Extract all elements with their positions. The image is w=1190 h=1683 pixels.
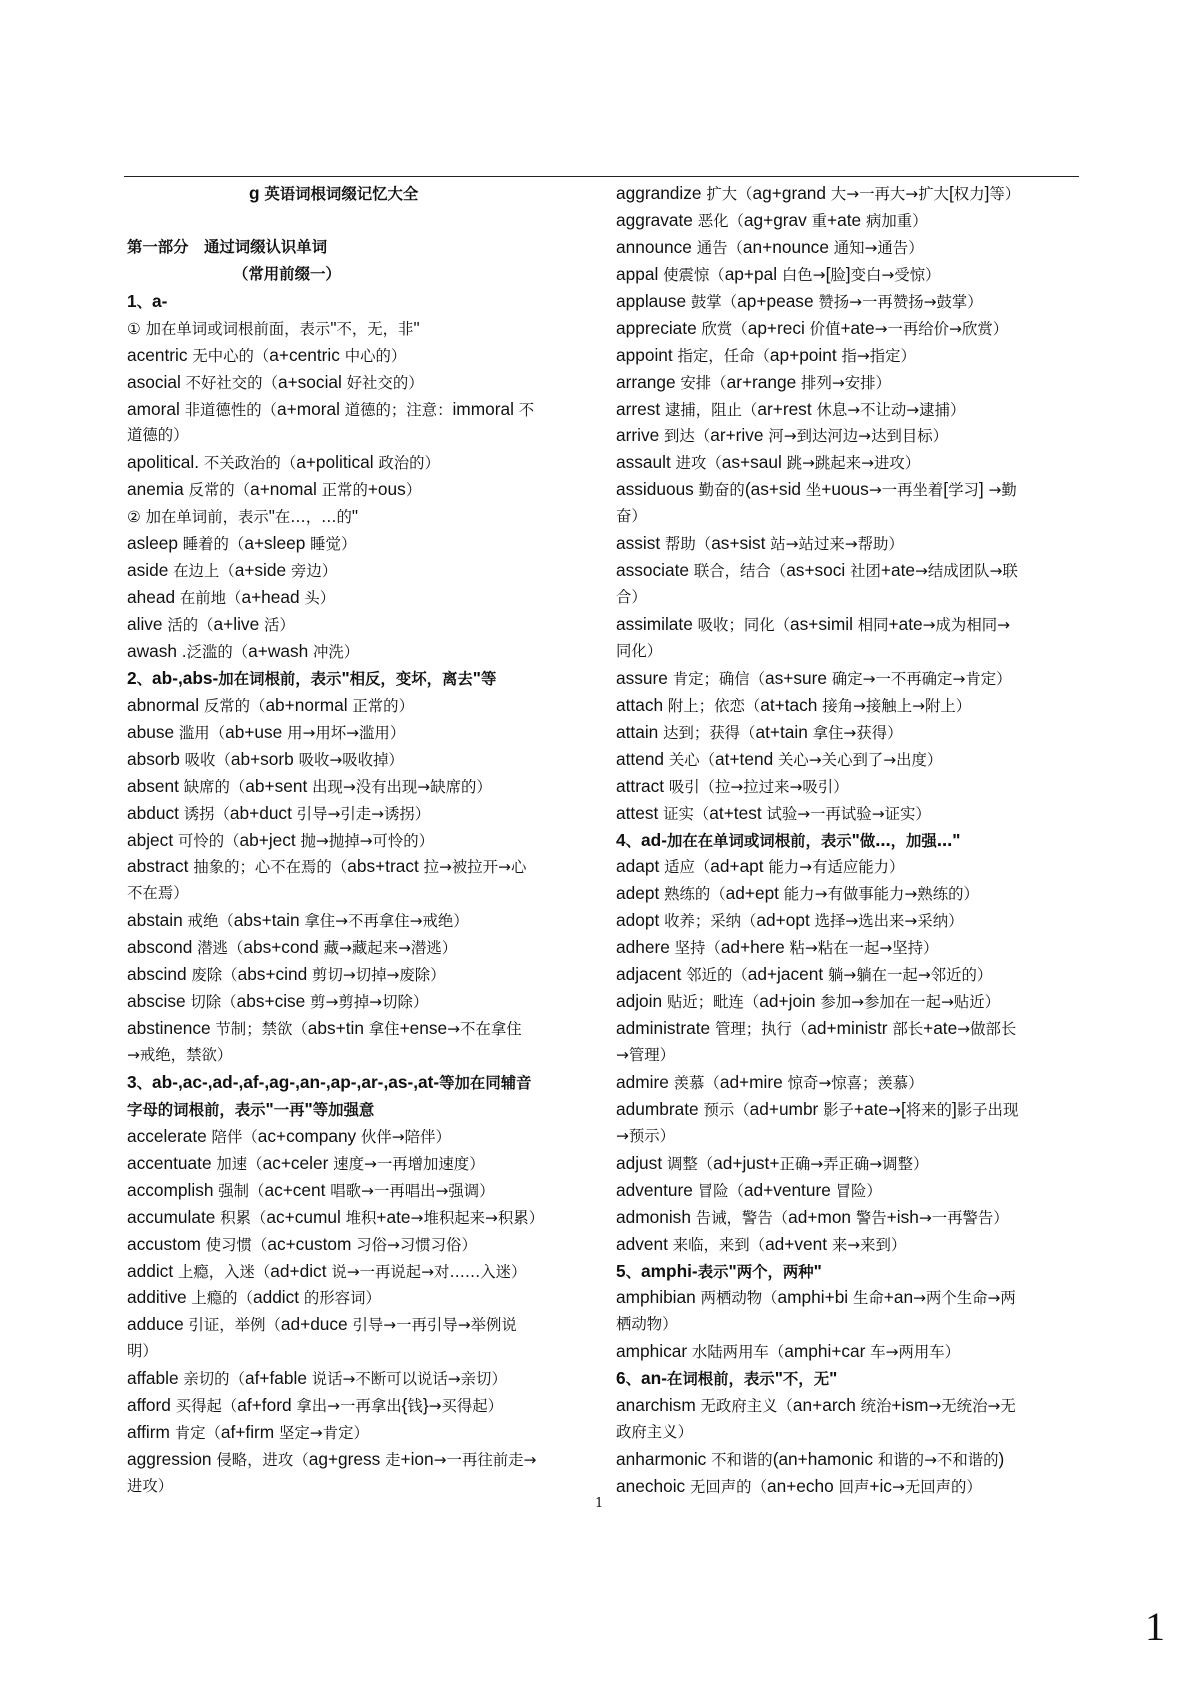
section-heading: 1、a- bbox=[127, 290, 168, 311]
vocab-entry bbox=[616, 342, 1076, 369]
entry-word: acentric bbox=[127, 344, 188, 365]
entry-word: awash bbox=[127, 640, 177, 661]
entry-word: abuse bbox=[127, 721, 175, 742]
vocab-entry bbox=[127, 827, 583, 854]
text-line: ① 加在单词或词根前面，表示"不，无，非" bbox=[127, 317, 420, 338]
entry-definition: 贴近；毗连（ad+join 参加→参加在一起→贴近） bbox=[666, 991, 1001, 1012]
entry-word: admire bbox=[616, 1071, 669, 1092]
vocab-entry bbox=[616, 853, 1076, 880]
vocab-entry bbox=[127, 611, 583, 638]
vocab-entry bbox=[127, 342, 583, 369]
entry-word: anharmonic bbox=[616, 1449, 707, 1470]
entry-word: arrive bbox=[616, 425, 660, 446]
entry-definition: 潜逃（abs+cond 藏→藏起来→潜逃） bbox=[197, 937, 458, 958]
entry-word: appreciate bbox=[616, 317, 697, 338]
vocab-entry bbox=[616, 1231, 1076, 1258]
entry-word: abscise bbox=[127, 991, 186, 1012]
entry-definition: 积累（ac+cumul 堆积+ate→堆积起来→积累） bbox=[220, 1206, 545, 1227]
vocab-entry bbox=[127, 1177, 583, 1204]
entry-word: adjust bbox=[616, 1152, 663, 1173]
entry-definition: 管理；执行（ad+ministr 部长+ate→做部长 bbox=[714, 1018, 1017, 1039]
text-line: 栖动物） bbox=[616, 1315, 678, 1334]
left-column bbox=[127, 180, 583, 1500]
vocab-entry bbox=[616, 1446, 1076, 1473]
entry-definition: 进攻（as+saul 跳→跳起来→进攻） bbox=[675, 452, 921, 473]
blank-line bbox=[127, 207, 583, 234]
vocab-entry bbox=[616, 1338, 1076, 1365]
entry-word: announce bbox=[616, 236, 692, 257]
text-line: 政府主义） bbox=[616, 1423, 693, 1442]
entry-definition: 亲切的（af+fable 说话→不断可以说话→亲切） bbox=[183, 1368, 507, 1389]
entry-word: abstain bbox=[127, 910, 183, 931]
entry-definition: 到达（ar+rive 河→到达河边→达到目标） bbox=[664, 425, 949, 446]
vocab-entry bbox=[127, 1419, 583, 1446]
section-heading: 6、an-在词根前，表示"不，无" bbox=[616, 1368, 838, 1389]
entry-word: anechoic bbox=[616, 1476, 686, 1496]
entry-definition: 鼓掌（ap+pease 赞扬→一再赞扬→鼓掌） bbox=[690, 290, 983, 311]
vocab-entry bbox=[616, 773, 1076, 800]
vocab-entry bbox=[127, 557, 583, 584]
entry-word: assiduous bbox=[616, 479, 694, 500]
entry-word: aggravate bbox=[616, 209, 693, 230]
vocab-entry bbox=[616, 476, 1076, 503]
vocab-entry bbox=[127, 1284, 583, 1311]
entry-definition: 使习惯（ac+custom 习俗→习惯习俗） bbox=[205, 1233, 477, 1254]
entry-definition: 告诫，警告（ad+mon 警告+ish→一再警告） bbox=[695, 1206, 1009, 1227]
entry-word: affable bbox=[127, 1368, 179, 1389]
vocab-entry bbox=[127, 988, 583, 1015]
vocab-entry bbox=[127, 1123, 583, 1150]
entry-word: attach bbox=[616, 694, 664, 715]
entry-definition: 水陆两用车（amphi+car 车→两用车） bbox=[691, 1341, 961, 1362]
entry-word: admonish bbox=[616, 1206, 691, 1227]
entry-word: assault bbox=[616, 452, 671, 473]
entry-definition: 引证，举例（ad+duce 引导→一再引导→举例说 bbox=[188, 1314, 517, 1335]
entry-definition: 欣赏（ap+reci 价值+ate→一再给价→欣赏） bbox=[701, 317, 1009, 338]
entry-definition: 适应（ad+apt 能力→有适应能力） bbox=[664, 856, 905, 877]
entry-word: adhere bbox=[616, 937, 670, 958]
entry-definition: 肯定；确信（as+sure 确定→一不再确定→肯定） bbox=[672, 667, 1012, 688]
entry-definition: 活的（a+live 活） bbox=[167, 614, 295, 634]
vocab-entry bbox=[127, 853, 583, 880]
entry-definition: 恶化（ag+grav 重+ate 病加重） bbox=[697, 209, 928, 230]
text-line: →管理） bbox=[616, 1046, 676, 1064]
vocab-entry bbox=[127, 1392, 583, 1419]
vocab-entry bbox=[616, 261, 1076, 288]
vocab-entry bbox=[127, 1231, 583, 1258]
entry-word: assimilate bbox=[616, 614, 693, 634]
vocab-entry bbox=[616, 746, 1076, 773]
entry-definition: .泛滥的（a+wash 冲洗） bbox=[176, 640, 360, 661]
vocab-entry bbox=[127, 1446, 583, 1473]
entry-word: adopt bbox=[616, 910, 660, 931]
vocab-entry bbox=[616, 396, 1076, 423]
entry-word: asocial bbox=[127, 371, 181, 392]
vocab-entry bbox=[616, 934, 1076, 961]
entry-definition: 诱拐（ab+duct 引导→引走→诱拐） bbox=[183, 802, 431, 823]
entry-word: abduct bbox=[127, 802, 179, 823]
text-line: 进攻） bbox=[127, 1477, 174, 1495]
vocab-entry bbox=[127, 1204, 583, 1231]
entry-definition: 肯定（af+firm 坚定→肯定） bbox=[174, 1422, 369, 1443]
vocab-entry bbox=[616, 530, 1076, 557]
entry-word: associate bbox=[616, 560, 690, 581]
entry-definition: 熟练的（ad+ept 能力→有做事能力→熟练的） bbox=[664, 883, 979, 904]
entry-word: attract bbox=[616, 775, 665, 796]
vocab-entry bbox=[616, 449, 1076, 476]
entry-definition: 不关政治的（a+political 政治的） bbox=[203, 452, 440, 473]
entry-word: abscind bbox=[127, 964, 187, 985]
vocab-entry bbox=[127, 638, 583, 665]
vocab-entry bbox=[127, 530, 583, 557]
entry-definition: 无回声的（an+echo 回声+ic→无回声的） bbox=[690, 1476, 982, 1496]
entry-definition: 指定，任命（ap+point 指→指定） bbox=[677, 344, 916, 365]
vocab-entry bbox=[616, 1096, 1076, 1123]
entry-word: ahead bbox=[127, 587, 176, 608]
vocab-entry bbox=[127, 369, 583, 396]
entry-word: abstinence bbox=[127, 1018, 211, 1039]
vocab-entry bbox=[616, 988, 1076, 1015]
vocab-entry bbox=[616, 1150, 1076, 1177]
entry-word: accelerate bbox=[127, 1125, 207, 1146]
entry-word: attend bbox=[616, 748, 665, 769]
entry-word: applause bbox=[616, 290, 687, 311]
vocab-entry bbox=[127, 907, 583, 934]
vocab-entry bbox=[127, 746, 583, 773]
vocab-entry bbox=[616, 557, 1076, 584]
entry-definition: 无政府主义（an+arch 统治+ism→无统治→无 bbox=[700, 1395, 1016, 1416]
entry-definition: 附上；依恋（at+tach 接角→接触上→附上） bbox=[667, 694, 972, 715]
entry-word: anarchism bbox=[616, 1395, 696, 1416]
entry-definition: 滥用（ab+use 用→用坏→滥用） bbox=[178, 721, 406, 742]
text-line: 道德的） bbox=[127, 426, 189, 445]
entry-definition: 使震惊（ap+pal 白色→[脸]变白→受惊） bbox=[663, 263, 941, 284]
entry-definition: 买得起（af+ford 拿出→一再拿出{钱}→买得起） bbox=[175, 1395, 504, 1416]
entry-definition: 不和谐的(an+hamonic 和谐的→不和谐的) bbox=[711, 1449, 1005, 1470]
entry-definition: 扩大（ag+grand 大→一再大→扩大[权力]等） bbox=[706, 183, 1021, 203]
vocab-entry bbox=[616, 1284, 1076, 1311]
text-line: 明） bbox=[127, 1342, 158, 1361]
vocab-entry bbox=[127, 934, 583, 961]
entry-word: aggression bbox=[127, 1449, 212, 1470]
entry-definition: 帮助（as+sist 站→站过来→帮助） bbox=[665, 533, 904, 554]
vocab-entry bbox=[616, 1204, 1076, 1231]
entry-word: accomplish bbox=[127, 1179, 214, 1200]
entry-word: appoint bbox=[616, 344, 673, 365]
entry-word: afford bbox=[127, 1395, 171, 1416]
section-subtitle: （常用前缀一） bbox=[233, 264, 341, 283]
text-line: 不在焉） bbox=[127, 884, 189, 903]
entry-definition: 非道德性的（a+moral 道德的；注意：immoral 不 bbox=[184, 398, 535, 419]
vocab-entry bbox=[616, 961, 1076, 988]
entry-definition: 在前地（a+head 头） bbox=[179, 587, 336, 608]
vocab-entry bbox=[616, 719, 1076, 746]
entry-definition: 羡慕（ad+mire 惊奇→惊喜；羡慕） bbox=[673, 1071, 924, 1092]
entry-word: administrate bbox=[616, 1018, 711, 1039]
entry-word: affirm bbox=[127, 1422, 170, 1443]
entry-definition: 关心（at+tend 关心→关心到了→出度） bbox=[668, 748, 943, 769]
entry-word: abscond bbox=[127, 937, 193, 958]
entry-definition: 逮捕，阻止（ar+rest 休息→不让动→逮捕） bbox=[665, 398, 966, 419]
entry-definition: 节制；禁欲（abs+tin 拿住+ense→不在拿住 bbox=[215, 1018, 522, 1039]
entry-word: abnormal bbox=[127, 694, 200, 715]
vocab-entry bbox=[616, 1015, 1076, 1042]
text-line: →预示） bbox=[616, 1126, 676, 1145]
vocab-entry bbox=[616, 692, 1076, 719]
section-heading: 第一部分 通过词缀认识单词 bbox=[127, 237, 328, 256]
entry-definition: 收养；采纳（ad+opt 选择→选出来→采纳） bbox=[664, 910, 964, 931]
vocab-entry bbox=[127, 1365, 583, 1392]
vocab-entry bbox=[616, 1177, 1076, 1204]
entry-definition: 上瘾的（addict 的形容词） bbox=[191, 1287, 381, 1308]
entry-word: adumbrate bbox=[616, 1098, 699, 1119]
entry-definition: 冒险（ad+venture 冒险） bbox=[697, 1179, 882, 1200]
entry-word: arrest bbox=[616, 398, 661, 419]
vocab-entry bbox=[127, 719, 583, 746]
entry-word: assure bbox=[616, 667, 668, 688]
entry-definition: 调整（ad+just+正确→弄正确→调整） bbox=[666, 1152, 929, 1173]
vocab-entry bbox=[616, 611, 1076, 638]
text-line: 奋） bbox=[616, 507, 647, 526]
entry-word: abject bbox=[127, 829, 174, 850]
top-rule bbox=[124, 176, 1079, 177]
vocab-entry bbox=[127, 961, 583, 988]
entry-definition: 加速（ac+celer 速度→一再增加速度） bbox=[216, 1152, 485, 1173]
vocab-entry bbox=[616, 422, 1076, 449]
entry-definition: 缺席的（ab+sent 出现→没有出现→缺席的） bbox=[183, 775, 492, 796]
entry-definition: 戒绝（abs+tain 拿住→不再拿住→戒绝） bbox=[187, 910, 469, 931]
section-heading: 2、ab-,abs-加在词根前，表示"相反，变坏，离去"等 bbox=[127, 667, 497, 688]
entry-word: adduce bbox=[127, 1314, 184, 1335]
text-line: →戒绝，禁欲） bbox=[127, 1046, 233, 1064]
page-number-corner: 1 bbox=[1145, 1604, 1165, 1649]
vocab-entry bbox=[127, 800, 583, 827]
entry-word: addict bbox=[127, 1260, 174, 1281]
vocab-entry bbox=[616, 234, 1076, 261]
entry-definition: 侵略，进攻（ag+gress 走+ion→一再往前走→ bbox=[216, 1449, 537, 1470]
entry-word: alive bbox=[127, 614, 163, 634]
text-line: ② 加在单词前，表示"在…，…的" bbox=[127, 506, 359, 527]
entry-definition: 联合，结合（as+soci 社团+ate→结成团队→联 bbox=[693, 560, 1018, 581]
entry-definition: 勤奋的(as+sid 坐+uous→一再坐着[学习] →勤 bbox=[698, 479, 1017, 500]
entry-word: abstract bbox=[127, 856, 189, 877]
entry-word: apolitical. bbox=[127, 452, 200, 473]
entry-word: accumulate bbox=[127, 1206, 216, 1227]
entry-definition: 反常的（a+nomal 正常的+ous） bbox=[188, 479, 422, 500]
page-number-footer: 1 bbox=[595, 1496, 604, 1511]
section-heading: 3、ab-,ac-,ad-,af-,ag-,an-,ap-,ar-,as-,at-等加在同辅音 bbox=[127, 1071, 532, 1092]
entry-word: anemia bbox=[127, 479, 184, 500]
entry-word: advent bbox=[616, 1233, 668, 1254]
entry-word: adventure bbox=[616, 1179, 693, 1200]
entry-word: appal bbox=[616, 263, 659, 284]
entry-word: accentuate bbox=[127, 1152, 212, 1173]
entry-definition: 上瘾，入迷（ad+dict 说→一再说起→对……入迷） bbox=[177, 1260, 527, 1281]
vocab-entry bbox=[616, 907, 1076, 934]
entry-definition: 预示（ad+umbr 影子+ate→[将来的]影子出现 bbox=[703, 1098, 1019, 1119]
entry-word: attain bbox=[616, 721, 659, 742]
vocab-entry bbox=[127, 584, 583, 611]
document-title: g 英语词根词缀记忆大全 bbox=[249, 183, 419, 203]
entry-definition: 陪伴（ac+company 伙伴→陪伴） bbox=[211, 1125, 451, 1146]
entry-word: assist bbox=[616, 533, 661, 554]
entry-word: asleep bbox=[127, 533, 178, 554]
vocab-entry bbox=[127, 1150, 583, 1177]
entry-word: adapt bbox=[616, 856, 660, 877]
entry-word: additive bbox=[127, 1287, 187, 1308]
right-column bbox=[616, 180, 1076, 1500]
vocab-entry bbox=[616, 207, 1076, 234]
entry-definition: 废除（abs+cind 剪切→切掉→废除） bbox=[191, 964, 446, 985]
entry-definition: 可怜的（ab+ject 抛→抛掉→可怜的） bbox=[177, 829, 435, 850]
vocab-entry bbox=[616, 315, 1076, 342]
entry-word: aggrandize bbox=[616, 183, 702, 203]
vocab-entry bbox=[127, 1015, 583, 1042]
vocab-entry bbox=[616, 880, 1076, 907]
entry-word: absorb bbox=[127, 748, 180, 769]
entry-definition: 无中心的（a+centric 中心的） bbox=[192, 344, 407, 365]
entry-word: attest bbox=[616, 802, 659, 823]
vocab-entry bbox=[616, 1069, 1076, 1096]
entry-word: amphicar bbox=[616, 1341, 688, 1362]
vocab-entry bbox=[127, 1311, 583, 1338]
entry-definition: 睡着的（a+sleep 睡觉） bbox=[182, 533, 357, 554]
vocab-entry bbox=[616, 800, 1076, 827]
entry-definition: 安排（ar+range 排列→安排） bbox=[680, 371, 891, 392]
entry-word: accustom bbox=[127, 1233, 201, 1254]
entry-word: amoral bbox=[127, 398, 180, 419]
entry-definition: 切除（abs+cise 剪→剪掉→切除） bbox=[190, 991, 429, 1012]
vocab-entry bbox=[616, 665, 1076, 692]
entry-word: adjoin bbox=[616, 991, 663, 1012]
entry-definition: 吸引（拉→拉过来→吸引） bbox=[668, 777, 849, 796]
vocab-entry bbox=[127, 773, 583, 800]
vocab-entry bbox=[127, 449, 583, 476]
entry-definition: 反常的（ab+normal 正常的） bbox=[203, 694, 414, 715]
entry-definition: 通告（an+nounce 通知→通告） bbox=[696, 236, 924, 257]
entry-word: absent bbox=[127, 775, 179, 796]
entry-definition: 两栖动物（amphi+bi 生命+an→两个生命→两 bbox=[700, 1287, 1016, 1308]
entry-definition: 证实（at+test 试验→一再试验→证实） bbox=[663, 802, 931, 823]
vocab-entry bbox=[127, 476, 583, 503]
entry-definition: 在边上（a+side 旁边） bbox=[173, 560, 338, 581]
vocab-entry bbox=[616, 288, 1076, 315]
vocab-entry bbox=[127, 692, 583, 719]
text-line: 同化） bbox=[616, 641, 663, 660]
entry-word: arrange bbox=[616, 371, 676, 392]
section-heading: 4、ad-加在在单词或词根前，表示"做…，加强…" bbox=[616, 829, 961, 850]
vocab-entry bbox=[616, 180, 1076, 207]
section-heading: 字母的词根前，表示"一再"等加强意 bbox=[127, 1098, 375, 1119]
entry-definition: 吸收（ab+sorb 吸收→吸收掉） bbox=[184, 748, 404, 769]
entry-definition: 邻近的（ad+jacent 躺→躺在一起→邻近的） bbox=[686, 964, 993, 985]
vocab-entry bbox=[616, 369, 1076, 396]
entry-definition: 抽象的；心不在焉的（abs+tract 拉→被拉开→心 bbox=[193, 856, 527, 877]
entry-definition: 吸收；同化（as+simil 相同+ate→成为相同→ bbox=[697, 614, 1010, 634]
entry-word: adjacent bbox=[616, 964, 682, 985]
entry-word: amphibian bbox=[616, 1287, 696, 1308]
text-line: 合） bbox=[616, 588, 647, 607]
entry-definition: 强制（ac+cent 唱歌→一再唱出→强调） bbox=[218, 1179, 495, 1200]
entry-word: adept bbox=[616, 883, 660, 904]
entry-definition: 不好社交的（a+social 好社交的） bbox=[185, 371, 424, 392]
entry-word: aside bbox=[127, 560, 169, 581]
entry-definition: 坚持（ad+here 粘→粘在一起→坚持） bbox=[674, 937, 939, 958]
vocab-entry bbox=[616, 1473, 1076, 1500]
vocab-entry bbox=[127, 396, 583, 423]
vocab-entry bbox=[127, 1258, 583, 1285]
vocab-entry bbox=[616, 1392, 1076, 1419]
entry-definition: 来临，来到（ad+vent 来→来到） bbox=[672, 1233, 907, 1254]
section-heading: 5、amphi-表示"两个，两种" bbox=[616, 1260, 822, 1281]
entry-definition: 达到；获得（at+tain 拿住→获得） bbox=[663, 721, 903, 742]
